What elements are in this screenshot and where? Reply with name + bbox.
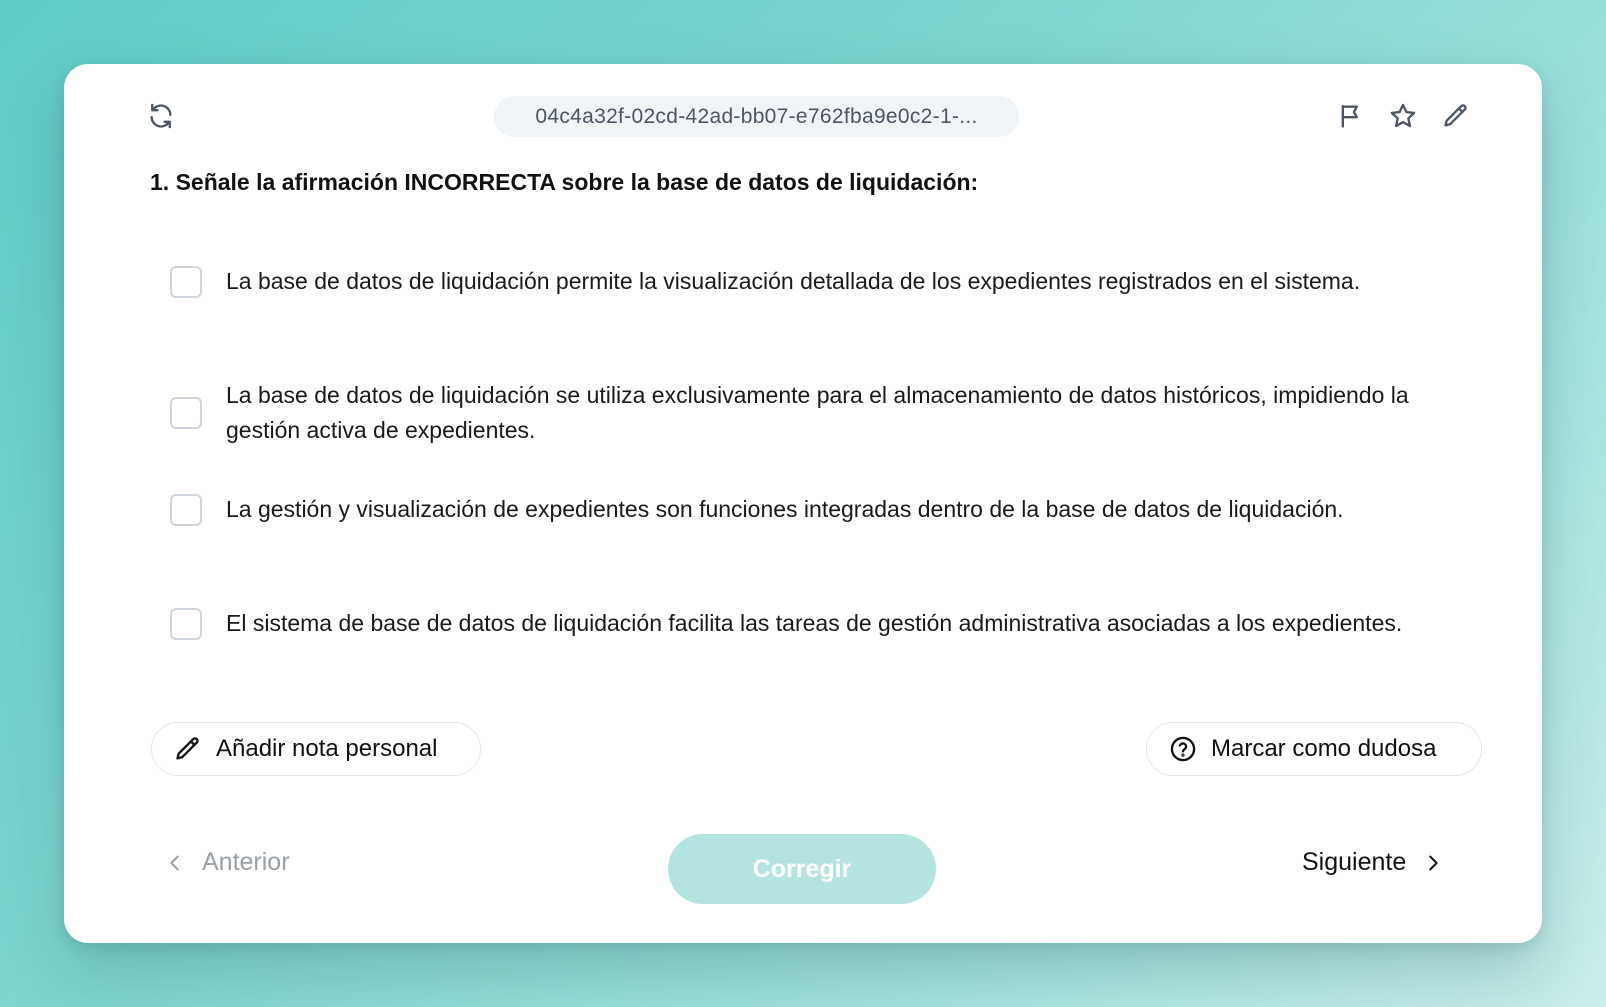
question-text: 1. Señale la afirmación INCORRECTA sobre la base de datos de liquidación:	[150, 169, 979, 195]
question-card	[64, 64, 1542, 943]
answer-option-2[interactable]	[170, 378, 1500, 448]
answer-checkbox[interactable]	[170, 397, 202, 429]
mark-doubtful-label: Marcar como dudosa	[1211, 735, 1437, 762]
chevron-left-icon	[164, 852, 186, 874]
flag-icon[interactable]	[1334, 99, 1368, 133]
answer-option-3[interactable]	[170, 492, 1500, 527]
previous-button[interactable]	[164, 848, 290, 877]
add-note-button[interactable]	[151, 722, 481, 776]
add-note-label: Añadir nota personal	[216, 735, 438, 762]
answer-text[interactable]: La base de datos de liquidación se utiliza exclusivamente para el almacenamiento de datos históricos, impidiendo la gestión activa de expedientes.	[226, 382, 1409, 443]
edit-pencil-icon[interactable]	[1439, 99, 1473, 133]
previous-label: Anterior	[202, 848, 290, 876]
question-circle-icon	[1169, 735, 1197, 763]
star-icon[interactable]	[1386, 99, 1420, 133]
answer-checkbox[interactable]	[170, 266, 202, 298]
answer-checkbox[interactable]	[170, 494, 202, 526]
answer-option-1[interactable]	[170, 264, 1500, 299]
answer-text[interactable]: El sistema de base de datos de liquidación facilita las tareas de gestión administrativa asociadas a los expedientes.	[226, 610, 1403, 636]
refresh-icon[interactable]	[144, 99, 178, 133]
next-label: Siguiente	[1302, 848, 1407, 876]
answer-checkbox[interactable]	[170, 608, 202, 640]
next-button[interactable]	[1302, 848, 1444, 877]
answer-text[interactable]: La base de datos de liquidación permite la visualización detallada de los expedientes registrados en el sistema.	[226, 268, 1361, 294]
question-id-badge: 04c4a32f-02cd-42ad-bb07-e762fba9e0c2-1-...	[494, 96, 1019, 137]
answer-text[interactable]: La gestión y visualización de expedientes son funciones integradas dentro de la base de datos de liquidación.	[226, 496, 1344, 522]
pencil-icon	[174, 735, 202, 763]
mark-doubtful-button[interactable]	[1146, 722, 1482, 776]
submit-button[interactable]: Corregir	[668, 834, 936, 904]
answer-option-4[interactable]	[170, 606, 1500, 641]
chevron-right-icon	[1422, 852, 1444, 874]
